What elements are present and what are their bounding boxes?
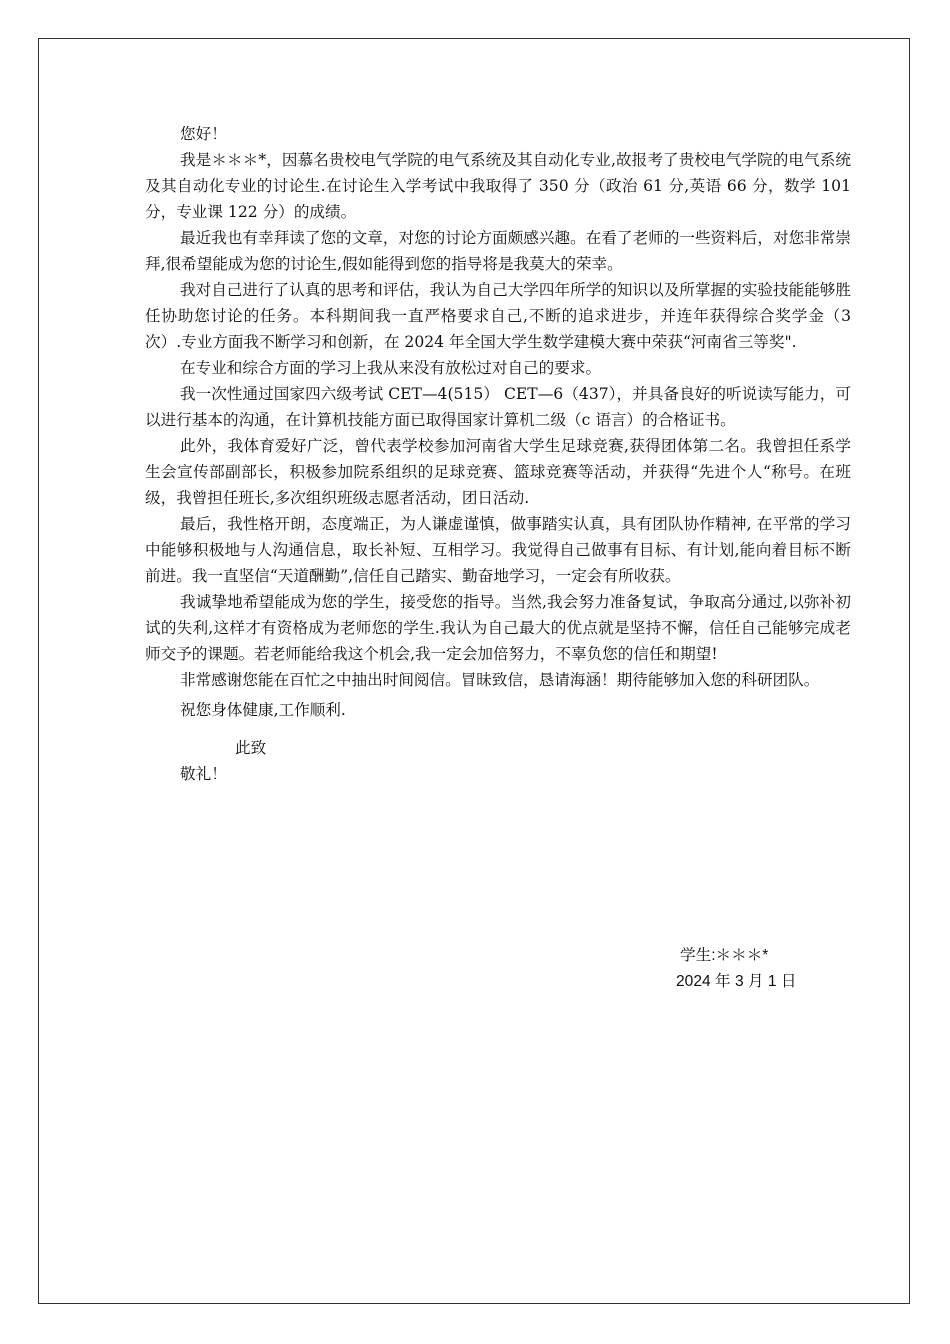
letter-wish: 祝您身体健康,工作顺利. bbox=[180, 701, 346, 719]
letter-closing-respect: 敬礼！ bbox=[180, 765, 227, 783]
letter-greeting: 您好！ bbox=[180, 125, 227, 143]
letter-paragraph: 我一次性通过国家四六级考试 CET—4(515） CET—6（437），并具备良好的听说读写能力，可以进行基本的沟通，在计算机技能方面已取得国家计算机二级（c 语言）的合格证书。 bbox=[145, 385, 851, 429]
letter-paragraph: 我对自己进行了认真的思考和评估，我认为自己大学四年所学的知识以及所掌握的实验技能能够胜任协助您讨论的任务。本科期间我一直严格要求自己,不断的追求进步，并连年获得综合奖学金（3 次）.专业方面我不断学习和创新，在 2024 年全国大学生数学建模大赛中荣获“河南省三等奖". bbox=[145, 281, 851, 351]
letter-closing-salute: 此致 bbox=[235, 739, 267, 757]
letter-paragraph: 最近我也有幸拜读了您的文章，对您的讨论方面颇感兴趣。在看了老师的一些资料后，对您非常崇拜,很希望能成为您的讨论生,假如能得到您的指导将是我莫大的荣幸。 bbox=[145, 229, 851, 273]
signature-block bbox=[676, 943, 796, 995]
signature-name: 学生:＊＊＊* bbox=[680, 947, 769, 964]
letter-paragraph: 此外，我体育爱好广泛，曾代表学校参加河南省大学生足球竞赛,获得团体第二名。我曾担任系学生会宣传部副部长，积极参加院系组织的足球竞赛、篮球竞赛等活动，并获得“先进个人“称号。在班级，我曾担任班长,多次组织班级志愿者活动，团日活动. bbox=[145, 437, 851, 507]
letter-paragraph: 非常感谢您能在百忙之中抽出时间阅信。冒昧致信，恳请海涵！期待能够加入您的科研团队。 bbox=[180, 671, 820, 689]
letter-paragraph: 我是＊＊＊*，因慕名贵校电气学院的电气系统及其自动化专业,故报考了贵校电气学院的电气系统及其自动化专业的讨论生.在讨论生入学考试中我取得了 350 分（政治 61 分,英语 66 分，数学 101 分，专业课 122 分）的成绩。 bbox=[145, 151, 851, 221]
letter-body bbox=[145, 121, 851, 787]
signature-date: 2024 年 3 月 1 日 bbox=[676, 973, 797, 990]
letter-paragraph: 我诚挚地希望能成为您的学生，接受您的指导。当然,我会努力准备复试，争取高分通过,以弥补初试的失利,这样才有资格成为老师您的学生.我认为自己最大的优点就是坚持不懈，信任自己能够完成老师交予的课题。若老师能给我这个机会,我一定会加倍努力，不辜负您的信任和期望! bbox=[145, 593, 851, 663]
letter-paragraph: 最后，我性格开朗，态度端正，为人谦虚谨慎，做事踏实认真，具有团队协作精神, 在平常的学习中能够积极地与人沟通信息，取长补短、互相学习。我觉得自己做事有目标、有计划,能向着目标不断前进。我一直坚信“天道酬勤”,信任自己踏实、勤奋地学习，一定会有所收获。 bbox=[145, 515, 851, 585]
letter-paragraph: 在专业和综合方面的学习上我从来没有放松过对自己的要求。 bbox=[180, 359, 602, 377]
